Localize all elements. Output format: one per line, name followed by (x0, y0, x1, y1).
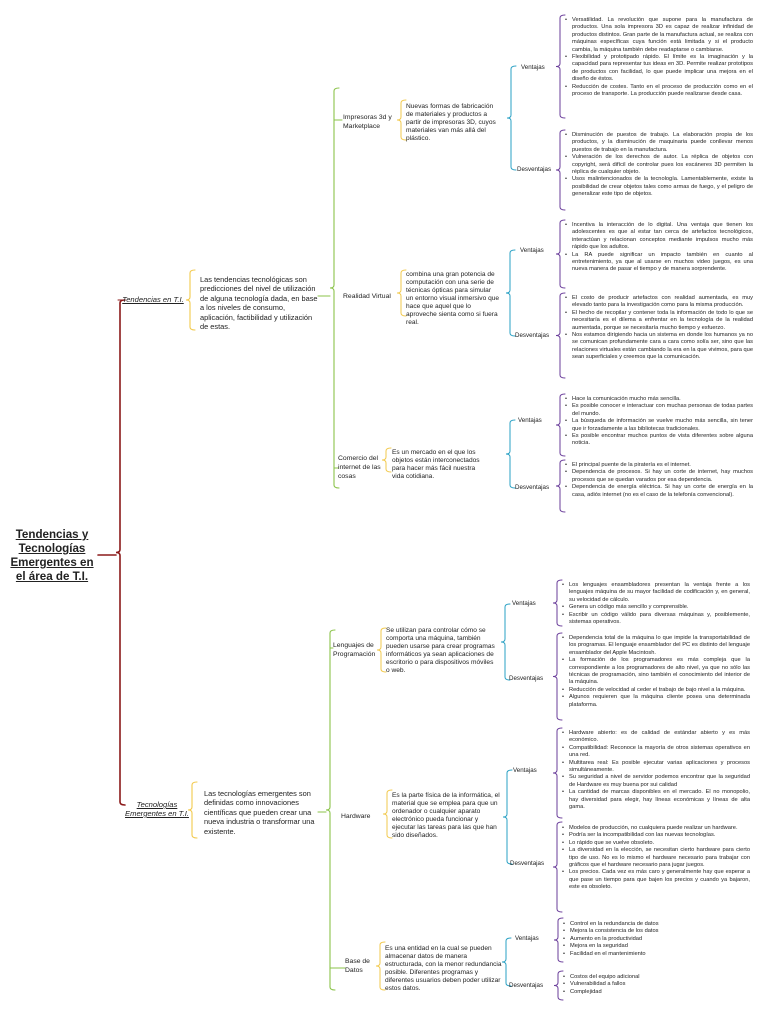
list-item: • Hace la comunicación mucho más sencilla. (565, 396, 753, 403)
topic-comercio-internet-cosas: Comercio del internet de las cosas (338, 455, 381, 481)
list-item: • Su seguridad a nivel de servidor podemos encontrar que la seguridad de Hardware es muy buena por sui calidad (562, 774, 750, 789)
list-item: • La cantidad de marcas disponibles en el mercado. El no monopolio, hay diversidad para elegir, hay líneas económicas y líneas de alta gama. (562, 789, 750, 811)
category-emergentes-definition: Las tecnologías emergentes son definidas como innovaciones científicas que pueden crear una nueva industria o transformar una existente. (204, 789, 315, 836)
vd-brace-4 (503, 770, 512, 864)
list-item: • Multitarea real: Es posible ejecutar varias aplicaciones y procesos simultáneamente. (562, 760, 750, 775)
vd-brace-5 (502, 938, 511, 986)
comercio-ventajas-list (565, 396, 753, 448)
list-item: • Lo rápido que se vuelve obsoleto. (562, 840, 750, 847)
list-item: • El hecho de recopilar y contener toda la información de todo lo que se necesitaría es el dilema a enfrentar en la tecnología de la realidad aumentada, porque se necesitaría mucho tiempo y esfuerzo. (565, 310, 753, 332)
basedatos-desventajas-list (563, 974, 743, 996)
list-brace-9 (553, 822, 562, 912)
topic-realidad-virtual: Realidad Virtual (343, 293, 391, 300)
list-item: • Compatibilidad: Reconoce la mayoría de otros sistemas operativos en una red. (562, 745, 750, 760)
category-emergentes-label: Tecnologías Emergentes en T.I. (125, 800, 189, 818)
list-brace-1 (556, 130, 565, 210)
list-brace-10 (554, 918, 563, 962)
impresoras-ventajas-label: Ventajas (521, 64, 545, 71)
cat2-topic-brace (326, 630, 335, 990)
list-item: • Reducción de costes. Tanto en el proceso de producción como en el proceso de transporte. La producción puede realizarse desde casa. (565, 84, 753, 99)
basedatos-desventajas-label: Desventajas (509, 982, 544, 989)
list-item: • Hardware abierto: es de calidad de estándar abierto y es más económico. (562, 730, 750, 745)
diagram-title: Tendencias y Tecnologías Emergentes en el área de T.I. (10, 528, 94, 583)
impresoras-desventajas-label: Desventajas (517, 166, 552, 173)
desc-brace-4 (383, 790, 392, 838)
vd-brace-3 (501, 604, 510, 680)
list-item: • Facilidad en el mantenimiento (563, 951, 743, 958)
topic-base-datos-description: Es una entidad en la cual se pueden almacenar datos de manera estructurada, con la menor redundancia posible. Diferentes programas y diferentes usuarios deben poder utilizar estos datos. (385, 945, 502, 993)
list-brace-7 (553, 633, 562, 720)
topic-hardware-description: Es la parte física de la informática, el material que se emplea para que un ordenador o cualquier aparato electrónico pueda funcionar y ejecutar las tareas para las que han sido diseñados. (392, 792, 500, 840)
lenguajes-desventajas-label: Desventajas (509, 675, 544, 682)
list-item: • Control en la redundancia de datos (563, 921, 743, 928)
hardware-ventajas-label: Ventajas (513, 767, 537, 774)
list-item: • La diversidad en la elección, se necesitan cierto hardware para cierto tipo de uso. No es lo mismo el hardware necesario para trabajar con gráficos que el hardware necesario para jugar juegos. (562, 847, 750, 869)
hardware-desventajas-label: Desventajas (510, 860, 545, 867)
list-item: • Incentiva la interacción de lo digital. Una ventaja que tienen los adolescentes es que al estar tan cerca de artefactos tecnológicos, interactúan y relacionan conceptos mediante impulsos mucho más rápido que los adultos. (565, 222, 753, 252)
realidad-desventajas-list (565, 295, 753, 362)
list-item: • Vulneración de los derechos de autor. La réplica de objetos con copyright, será difícil de controlar pues los escáneres 3D permiten la réplica de cualquier objeto. (565, 154, 753, 176)
list-item: • Escribir un código válido para diversas máquinas y, posiblemente, sistemas operativos. (562, 612, 750, 627)
vd-brace-1 (506, 250, 515, 336)
list-item: • Versatilidad. La revolución que supone para la manufactura de productos. Una sola impresora 3D es capaz de realizar infinidad de productos distintos. Gran parte de la manufactura actual, se realiza con máquinas específicas cuya función está limitada y si el producto cambia, la máquina también debe readaptarse o cambiarse. (565, 17, 753, 54)
list-brace-4 (556, 394, 565, 456)
topic-lenguajes-programacion-description: Se utilizan para controlar cómo se comporta una máquina, también pueden usarse para crear programas informáticos ya sean aplicaciones de escritorio o para dispositivos móviles o web. (386, 627, 495, 675)
topic-comercio-internet-cosas-description: Es un mercado en el que los objetos están interconectados para hacer más fácil nuestra vida cotidiana. (392, 449, 480, 481)
list-item: • Flexibilidad y prototipado rápido. El límite es la imaginación y la capacidad para representar tus ideas en 3D. Permite realizar prototipos de productos con facilidad, lo que puede implicar una mejora en el diseño de éstos. (565, 54, 753, 84)
topic-realidad-virtual-description: combina una gran potencia de computación con una serie de técnicas ópticas para simular un entorno visual inmersivo que hace que aquel que lo aproveche sienta como si fuera real. (406, 271, 500, 327)
list-item: • Disminución de puestos de trabajo. La elaboración propia de los productos, y la disminución de maquinaria puede conllevar menos puestos de trabajo en la manufactura. (565, 132, 753, 154)
root-brace (116, 300, 125, 805)
impresoras-desventajas-list (565, 132, 753, 199)
realidad-ventajas-label: Ventajas (520, 247, 544, 254)
topic-lenguajes-programacion: Lenguajes de Programación (333, 642, 376, 659)
list-brace-8 (553, 728, 562, 818)
list-brace-0 (556, 15, 565, 118)
list-item: • Mejora en la seguridad (563, 943, 743, 950)
desc-brace-5 (376, 942, 385, 990)
list-brace-11 (554, 971, 563, 1000)
list-item: • Genera un código más sencillo y comprensible. (562, 604, 750, 611)
comercio-ventajas-label: Ventajas (518, 417, 542, 424)
realidad-ventajas-list (565, 222, 753, 274)
hardware-desventajas-list (562, 825, 750, 892)
basedatos-ventajas-label: Ventajas (515, 935, 539, 942)
lenguajes-ventajas-label: Ventajas (512, 600, 536, 607)
list-brace-6 (553, 580, 562, 626)
list-item: • Los lenguajes ensambladores presentan la ventaja frente a los lenguajes máquina de su mayor facilidad de codificación y, en general, su velocidad de cálculo. (562, 582, 750, 604)
list-item: • Podría ser la incompatibilidad con las nuevas tecnologías. (562, 832, 750, 839)
list-item: • Aumento en la productividad (563, 936, 743, 943)
vd-brace-2 (506, 420, 515, 488)
list-item: • Reducción de velocidad al ceder el trabajo de bajo nivel a la máquina. (562, 687, 750, 694)
list-item: • El principal puente de la piratería es el internet. (565, 462, 753, 469)
list-brace-2 (556, 220, 565, 288)
cat1-topic-brace (330, 88, 339, 488)
list-item: • La RA puede significar un impacto también en cuanto al entretenimiento, ya que al usarse en muchos video juegos, es una nueva manera de pasar el tiempo y de manera sorprendente. (565, 252, 753, 274)
list-item: • La formación de los programadores es más compleja que la correspondiente a los programadores de alto nivel, ya que no sólo las técnicas de programación, sino también el conocimiento del interior de la máquina. (562, 657, 750, 687)
category-tendencias-label: Tendencias en T.I. (122, 295, 184, 304)
realidad-desventajas-label: Desventajas (515, 332, 550, 339)
list-item: • Los precios. Cada vez es más caro y generalmente hay que esperar a que pase un tiempo para que bajen los precios y cuando ya bajaron, este es obsoleto. (562, 869, 750, 891)
comercio-desventajas-label: Desventajas (515, 484, 550, 491)
list-item: • Modelos de producción, no cualquiera puede realizar un hardware. (562, 825, 750, 832)
list-item: • Dependencia de energía eléctrica. Si hay un corte de energía en la casa, adiós internet (no es el caso de la telefonía convencional). (565, 484, 753, 499)
impresoras-ventajas-list (565, 17, 753, 98)
list-item: • Nos estamos dirigiendo hacia un sistema en donde los humanos ya no se comunican profundamente cara a cara como solía ser, sino que las relaciones virtuales están cambiando la era en la que vivimos, para que sean superficiales y creemos que la comunicación. (565, 332, 753, 362)
lenguajes-desventajas-list (562, 635, 750, 709)
list-item: • La búsqueda de información se vuelve mucho más sencilla, sin tener que ir forzadamente a las bibliotecas tradicionales. (565, 418, 753, 433)
list-brace-3 (556, 293, 565, 378)
list-item: • Es posible conocer e interactuar con muchas personas de todas partes del mundo. (565, 403, 753, 418)
vd-brace-0 (507, 66, 516, 170)
list-item: • El costo de producir artefactos con realidad aumentada, es muy elevado tanto para la investigación como para la misma producción. (565, 295, 753, 310)
list-item: • Complejidad (563, 989, 743, 996)
list-item: • Costos del equipo adicional (563, 974, 743, 981)
list-item: • Algunos requieren que la máquina cliente posea una determinada plataforma. (562, 694, 750, 709)
list-item: • Dependencia total de la máquina lo que impide la transportabilidad de los programas. El lenguaje ensamblador del PC es distinto del lenguaje ensamblador del Apple Macintosh. (562, 635, 750, 657)
basedatos-ventajas-list (563, 921, 743, 958)
lenguajes-ventajas-list (562, 582, 750, 626)
comercio-desventajas-list (565, 462, 753, 499)
list-item: • Usos malintencionados de la tecnología. Lamentablemente, existe la posibilidad de crear objetos tales como armas de fuego, y el peligro de generalizar este tipo de objetos. (565, 176, 753, 198)
hardware-ventajas-list (562, 730, 750, 811)
category-tendencias-definition: Las tendencias tecnológicas son predicciones del nivel de utilización de alguna tecnología dada, en base a los niveles de consumo, aplicación, factibilidad y utilización de estas. (200, 275, 318, 332)
topic-impresoras-3d: Impresoras 3d y Marketplace (343, 114, 392, 131)
topic-base-datos: Base de Datos (345, 958, 370, 975)
topic-impresoras-3d-description: Nuevas formas de fabricación de materiales y productos a partir de impresoras 3D, cuyos materiales van más allá del plástico. (406, 103, 496, 143)
list-brace-5 (556, 460, 565, 512)
topic-hardware: Hardware (341, 813, 371, 820)
list-item: • Es posible encontrar muchos puntos de vista diferentes sobre alguna noticia. (565, 433, 753, 448)
list-item: • Dependencia de procesos. Si hay un corte de internet, hay muchos procesos que se quedan varados por esa dependencia. (565, 469, 753, 484)
list-item: • Mejora la consistencia de los datos (563, 928, 743, 935)
list-item: • Vulnerabilidad a fallos (563, 981, 743, 988)
